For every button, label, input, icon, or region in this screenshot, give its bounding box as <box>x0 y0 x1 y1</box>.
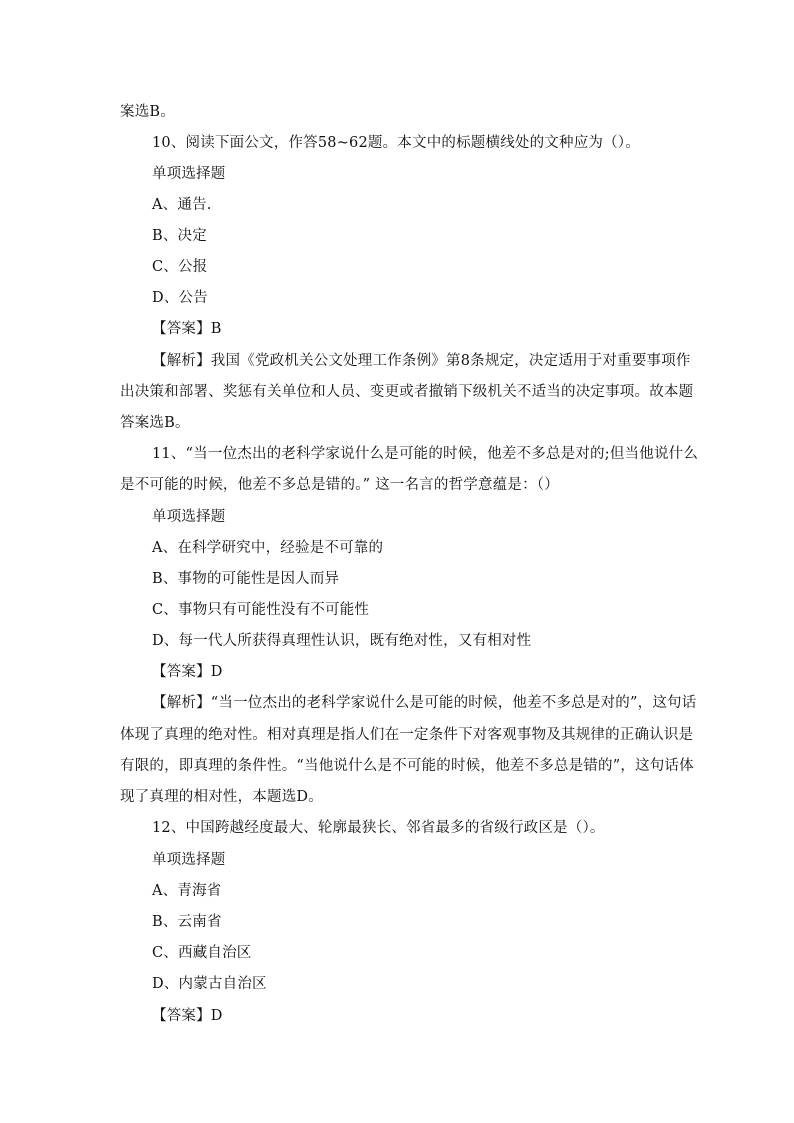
question-11-stem: 是不可能的时候，他差不多总是错的。” 这一名言的哲学意蕴是：（） <box>120 477 559 493</box>
analysis-line: 答案选B。 <box>120 415 190 431</box>
analysis-line: 有限的，即真理的条件性。“当他说什么是不可能的时候，他差不多总是错的”，这句话体 <box>120 758 694 774</box>
question-type-label: 单项选择题 <box>152 166 226 182</box>
text-line: 案选B。 <box>120 104 175 120</box>
question-type-label: 单项选择题 <box>152 852 226 868</box>
option-c: C、公报 <box>152 259 208 275</box>
option-a: A、通告. <box>152 197 212 213</box>
option-d: D、公告 <box>152 290 208 306</box>
analysis-line: 现了真理的相对性，本题选D。 <box>120 789 323 805</box>
option-b: B、事物的可能性是因人而异 <box>152 571 340 587</box>
analysis-line: 【解析】我国《党政机关公文处理工作条例》第8条规定，决定适用于对重要事项作 <box>152 353 691 369</box>
analysis-line: 出决策和部署、奖惩有关单位和人员、变更或者撤销下级机关不适当的决定事项。故本题 <box>120 384 694 400</box>
option-d: D、内蒙古自治区 <box>152 976 267 992</box>
question-11-stem: 11、“当一位杰出的老科学家说什么是可能的时候，他差不多总是对的;但当他说什么 <box>152 446 699 462</box>
question-12-stem: 12、中国跨越经度最大、轮廓最狭长、邻省最多的省级行政区是（）。 <box>152 820 605 836</box>
option-d: D、每一代人所获得真理性认识，既有绝对性，又有相对性 <box>152 633 532 649</box>
option-b: B、决定 <box>152 228 207 244</box>
option-b: B、云南省 <box>152 914 222 930</box>
question-type-label: 单项选择题 <box>152 509 226 525</box>
option-a: A、青海省 <box>152 883 222 899</box>
question-10-stem: 10、阅读下面公文，作答58~62题。本文中的标题横线处的文种应为（）。 <box>152 135 640 151</box>
option-a: A、在科学研究中，经验是不可靠的 <box>152 540 384 556</box>
answer-line: 【答案】D <box>152 1008 223 1024</box>
answer-line: 【答案】B <box>152 321 222 337</box>
analysis-line: 体现了真理的绝对性。相对真理是指人们在一定条件下对客观事物及其规律的正确认识是 <box>120 727 694 743</box>
answer-line: 【答案】D <box>152 664 223 680</box>
option-c: C、事物只有可能性没有不可能性 <box>152 602 370 618</box>
option-c: C、西藏自治区 <box>152 945 252 961</box>
analysis-line: 【解析】“当一位杰出的老科学家说什么是可能的时候，他差不多总是对的”，这句话 <box>152 695 697 711</box>
